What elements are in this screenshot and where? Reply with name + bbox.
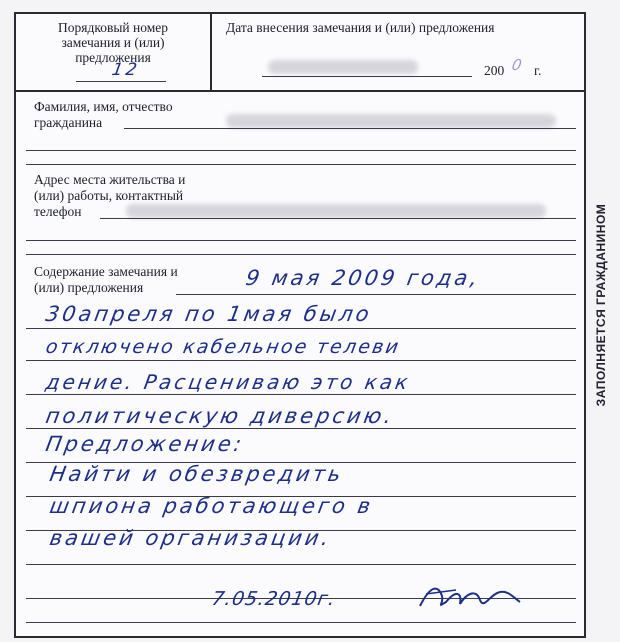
address-label-2: (или) работы, контактный [34, 188, 184, 203]
redacted-date [268, 60, 418, 74]
number-value: 12 [110, 60, 142, 80]
content-label-1: Содержание замечания и [34, 264, 178, 279]
content-line-5: политическую диверсию. [43, 404, 397, 428]
content-line-9: вашей организации. [47, 526, 334, 550]
content-label-2: (или) предложения [34, 280, 144, 295]
signature-date: 7.05.2010г. [210, 588, 338, 610]
redacted-name [226, 114, 556, 128]
content-line-3: отключено кабельное телеви [44, 336, 403, 358]
side-label: ЗАПОЛНЯЕТСЯ ГРАЖДАНИНОМ [594, 203, 608, 407]
year-prefix: 200 [484, 63, 505, 78]
date-label: Дата внесения замечания и (или) предложения [226, 20, 495, 35]
year-digits: 0 [510, 56, 527, 74]
content-line-7: Найти и обезвредить [47, 462, 346, 486]
side-label-box [590, 170, 612, 440]
fio-label-1: Фамилия, имя, отчество [34, 99, 173, 114]
content-line-8: шпиона работающего в [47, 494, 376, 518]
suggestion-form [14, 12, 586, 638]
number-cell [16, 14, 212, 92]
number-label: Порядковый номер замечания и (или) предложения [58, 20, 168, 65]
content-line-2: 30апреля по 1мая было [43, 302, 374, 326]
redacted-address [126, 204, 546, 218]
date-cell [212, 14, 584, 92]
content-line-6: Предложение: [43, 432, 247, 456]
address-label-3: телефон [34, 204, 82, 219]
year-suffix: г. [534, 63, 542, 78]
content-line-1: 9 мая 2009 года, [243, 266, 483, 290]
content-line-4: дение. Расцениваю это как [43, 370, 413, 394]
signature-scribble [416, 580, 526, 616]
address-label-1: Адрес места жительства и [34, 172, 186, 187]
fio-label-2: гражданина [34, 115, 103, 130]
